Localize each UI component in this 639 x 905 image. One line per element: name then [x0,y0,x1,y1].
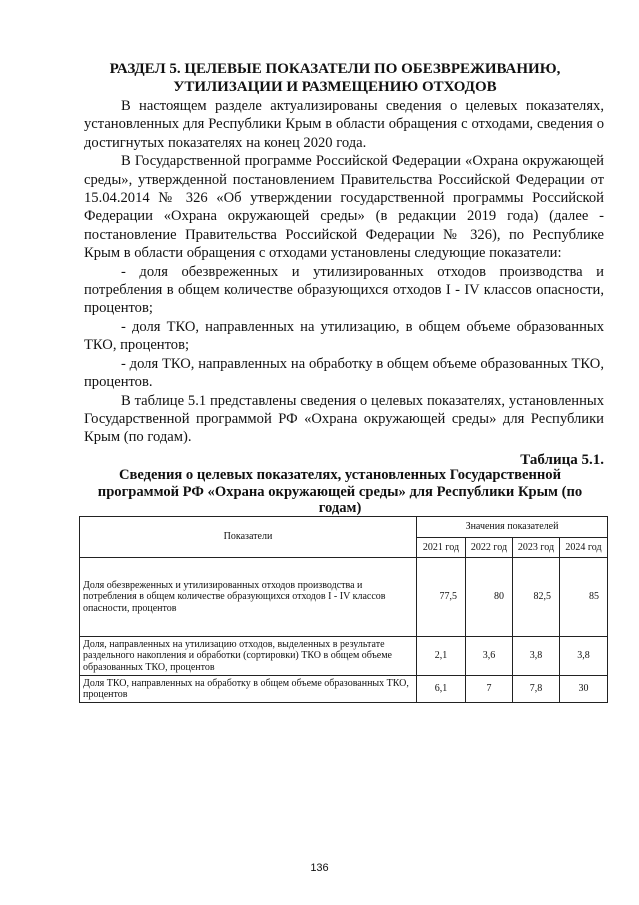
row-value: 80 [466,558,513,637]
section-heading [70,60,600,96]
row-indicator-name: Доля, направленных на утилизацию отходов, выделенных в результате раздельного накопления и обработки (сортировки) ТКО в общем объеме образованных ТКО, процентов [80,637,417,676]
table-row [80,676,608,703]
paragraph-table-reference: В таблице 5.1 представлены сведения о целевых показателях, установленных Государственной программой РФ «Охрана окружающей среды» для Республики Крым (по годам). [84,392,604,446]
paragraph-indicator-2: - доля ТКО, направленных на утилизацию, в общем объеме образованных ТКО, процентов; [84,318,604,354]
paragraph-intro: В настоящем разделе актуализированы сведения о целевых показателях, установленных для Республики Крым в области обращения с отходами, сведения о достигнутых показателях на конец 2020 года. [84,98,604,151]
row-value: 85 [560,558,608,637]
table-row [80,558,608,637]
body-text [84,97,604,447]
row-value: 77,5 [417,558,466,637]
table-row [80,637,608,676]
paragraph-state-program: В Государственной программе Российской Федерации «Охрана окружающей среды», утвержденной постановлением Правительства Российской Федерации от 15.04.2014 № 326 «Об утверждении государственной программы Российской Федерации «Охрана окружающей среды» (в редакции 2019 года) (далее - постановление Правительства Российской Федерации № 326), по Республике Крым в области обращения с отходами установлены следующие показатели: [84,153,604,262]
row-value: 3,6 [466,637,513,676]
row-indicator-name: Доля обезвреженных и утилизированных отходов производства и потребления в общем количестве образующихся отходов I - IV классов опасности, процентов [80,558,417,637]
section-heading-line-2: УТИЛИЗАЦИИ И РАЗМЕЩЕНИЮ ОТХОДОВ [173,79,497,95]
header-year: 2021 год [417,537,466,558]
table-caption: Сведения о целевых показателях, установленных Государственной программой РФ «Охрана окружающей среды» для Республики Крым (по годам) [97,467,583,516]
table-label: Таблица 5.1. [520,452,604,468]
row-value: 3,8 [513,637,560,676]
row-indicator-name: Доля ТКО, направленных на обработку в общем объеме образованных ТКО, процентов [80,676,417,703]
row-value: 30 [560,676,608,703]
section-heading-line-1: РАЗДЕЛ 5. ЦЕЛЕВЫЕ ПОКАЗАТЕЛИ ПО ОБЕЗВРЕЖИВАНИЮ, [109,61,561,77]
table-header-row [80,517,608,538]
header-values: Значения показателей [417,517,608,538]
row-value: 3,8 [560,637,608,676]
indicators-table [79,516,608,703]
header-year: 2024 год [560,537,608,558]
row-value: 7 [466,676,513,703]
row-value: 2,1 [417,637,466,676]
paragraph-indicator-1: - доля обезвреженных и утилизированных отходов производства и потребления в общем количестве образующихся отходов I - IV классов опасности, процентов; [84,263,604,317]
row-value: 82,5 [513,558,560,637]
page-number: 136 [310,862,329,874]
paragraph-indicator-3: - доля ТКО, направленных на обработку в общем объеме образованных ТКО, процентов. [84,355,604,391]
row-value: 7,8 [513,676,560,703]
header-year: 2022 год [466,537,513,558]
row-value: 6,1 [417,676,466,703]
header-year: 2023 год [513,537,560,558]
header-indicator: Показатели [80,517,417,558]
